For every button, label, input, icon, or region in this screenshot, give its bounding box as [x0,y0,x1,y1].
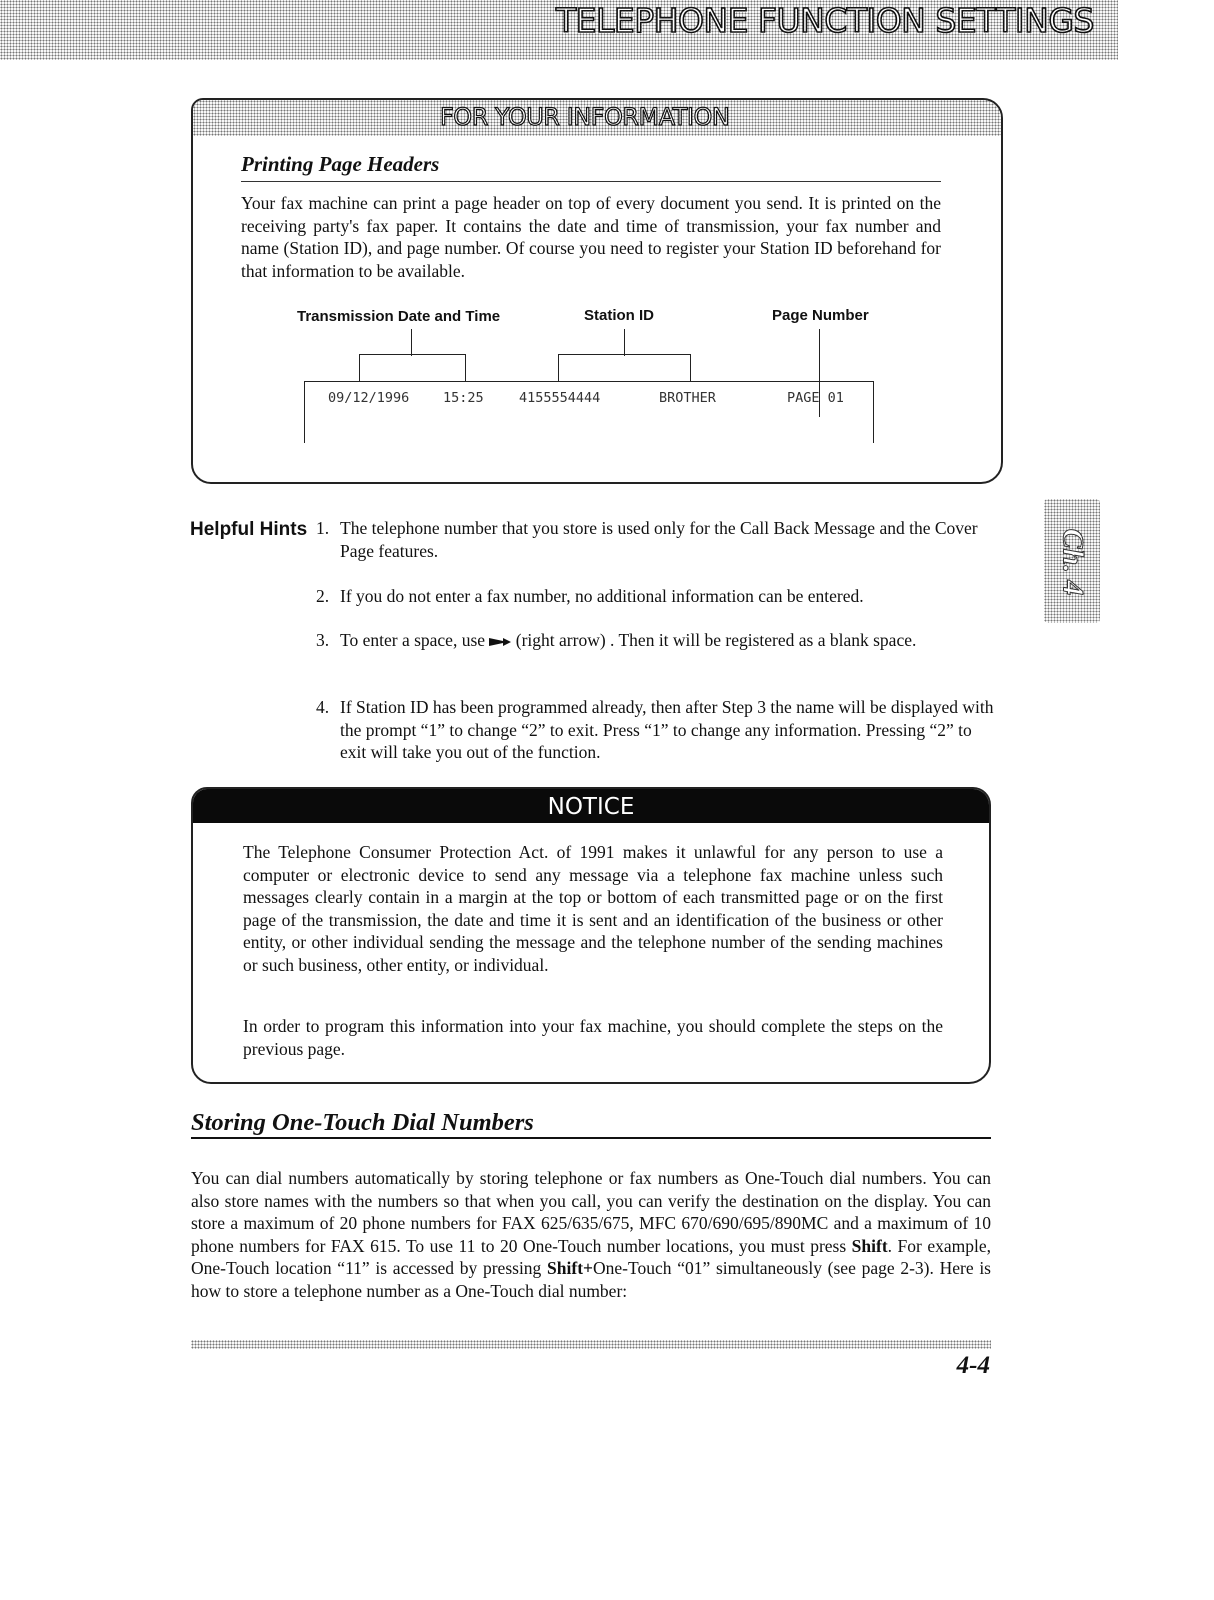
helpful-hints-label: Helpful Hints [190,519,308,540]
info-box-subtitle: Printing Page Headers [241,152,440,176]
subtitle-rule [241,181,941,182]
chapter-tab-label-wrap [1047,512,1097,612]
hint-number: 2. [316,586,330,606]
paragraph-text: One-Touch “01” simultaneously (see page 2-3). Here is how to store a telephone number as a One-Touch dial number: [191,1258,991,1301]
sample-station-name: BROTHER [659,390,716,406]
paragraph-bold-shift: Shift [851,1235,888,1256]
notice-paragraph-2: In order to program this information into your fax machine, you should complete the steps on the previous page. [243,1016,943,1059]
paragraph-text: You can dial numbers automatically by storing telephone or fax numbers as One-Touch dial numbers. You can also store names with the numbers so that when you call, you can verify the destination on the display. You can store a maximum of 20 phone numbers for FAX 625/635/675, MFC 670/690/695/890MC and a maximum of 10 phone numbers for FAX 615. To use 11 to 20 One-Touch number locations, you must press [191,1168,991,1256]
datetime-bracket-left [359,354,360,381]
hint-item [316,585,998,608]
hint-item [316,517,998,562]
paragraph-text: . For example, One-Touch location “11” is accessed by pressing [191,1235,991,1278]
label-transmission-date-time: Transmission Date and Time [297,308,501,325]
chapter-tab-label: Ch. 4 [1056,528,1090,596]
hint-item [316,629,998,652]
hint-text: If Station ID has been programmed already, then after Step 3 the name will be displayed with the prompt “1” to change “2” to exit. Press “1” to change any information. Pressing “2” to exit will take you out of the function. [340,697,994,762]
right-arrow-icon [489,636,511,648]
hint-text [340,629,998,652]
sample-date: 09/12/1996 [328,390,410,406]
header-sample-right [873,381,874,443]
info-box-paragraph: Your fax machine can print a page header on top of every document you send. It is printed on the receiving party's fax paper. It contains the date and time of transmission, your fax number and name (Station ID), and page number. Of course you need to register your Station ID beforehand for that information to be available. [241,193,941,281]
hint-number: 3. [316,630,330,650]
datetime-bracket-right [465,354,466,381]
header-sample-top [304,381,874,382]
header-sample-left [304,381,305,443]
notice-paragraph-1: The Telephone Consumer Protection Act. of 1991 makes it unlawful for any person to use a computer or electronic device to send any message via a telephone fax machine unless such messages clearly contain in a margin at the top or bottom of each transmitted page or on the first page of the transmission, the date and time it is sent and an identification of the business or other entity, or other individual sending the message and the telephone number of the sending machines or such business, other entity, or individual. [243,842,943,975]
station-bracket-right [690,354,691,381]
info-box-heading: FOR YOUR INFORMATION [440,103,730,131]
hint-text-after: (right arrow) . Then it will be registered as a blank space. [515,630,917,650]
hint-text: The telephone number that you store is used only for the Call Back Message and the Cover Page features. [340,518,978,561]
hint-item [316,696,998,764]
page-header-title: TELEPHONE FUNCTION SETTINGS [556,1,1094,40]
section-rule [191,1137,991,1139]
info-box [191,98,1003,484]
sample-time: 15:25 [443,390,484,406]
sample-fax-number: 4155554444 [519,390,601,406]
station-bracket [558,354,691,355]
notice-title: NOTICE [547,794,635,820]
hint-number: 4. [316,697,330,717]
notice-box [191,787,991,1084]
hint-text-before: To enter a space, use [340,630,486,650]
section-paragraph [191,1167,991,1302]
hint-text: If you do not enter a fax number, no additional information can be entered. [340,586,864,606]
datetime-connector [411,329,412,356]
section-title: Storing One-Touch Dial Numbers [191,1109,534,1136]
datetime-bracket [359,354,466,355]
label-station-id: Station ID [584,307,654,324]
hint-number: 1. [316,518,330,538]
sample-page: PAGE 01 [787,390,844,406]
footer-band [191,1340,991,1349]
page-number: 4-4 [956,1352,990,1379]
station-connector [624,329,625,356]
label-page-number: Page Number [772,307,869,324]
station-bracket-left [558,354,559,381]
paragraph-bold-shift-plus: Shift+ [547,1258,594,1278]
